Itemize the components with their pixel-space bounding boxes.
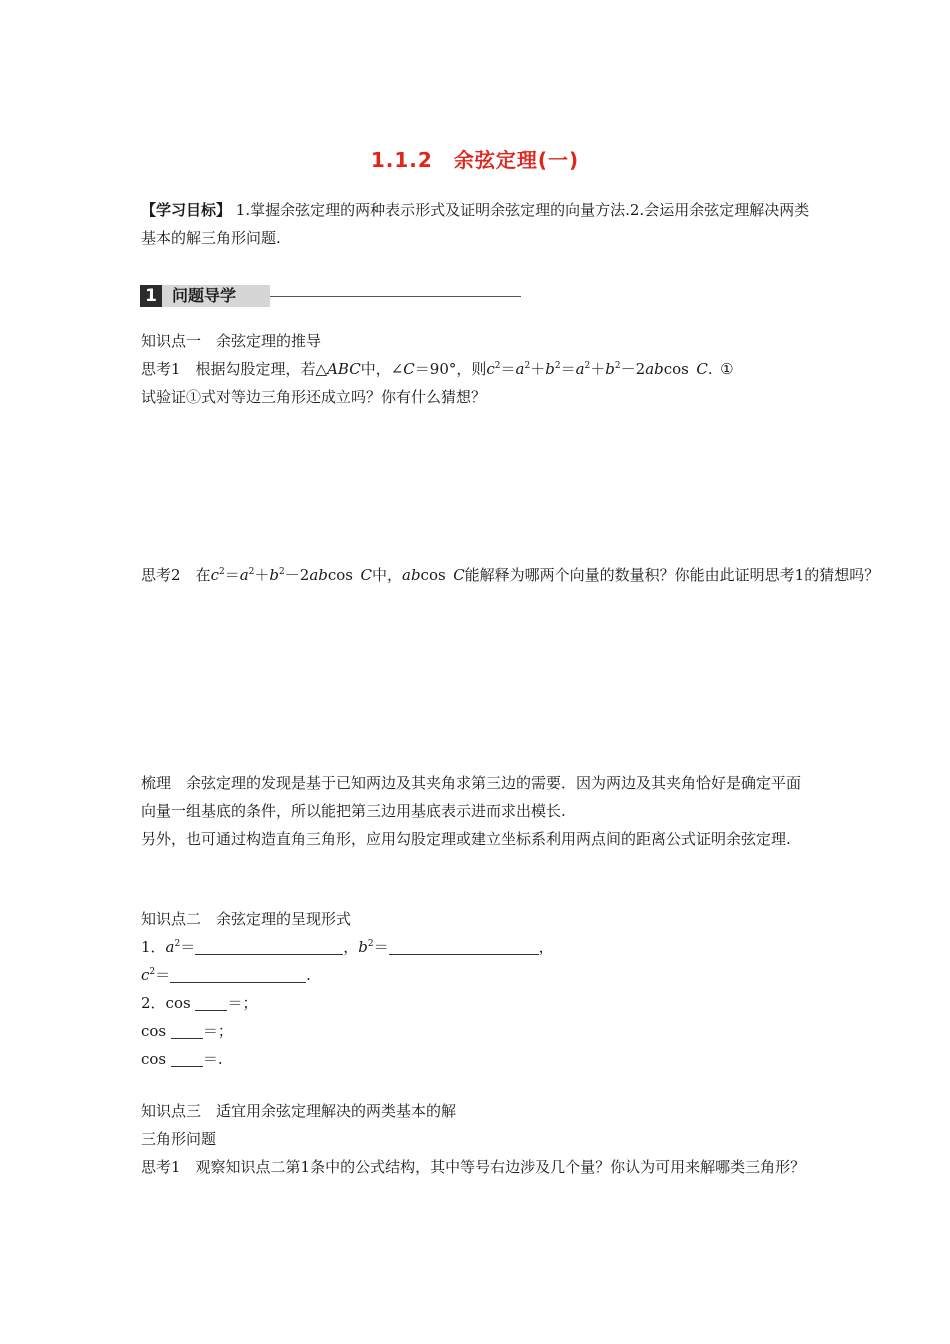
formula-abcosc: abcos C (402, 566, 465, 584)
kp1-think1: 思考1 根据勾股定理，若△ABC中，∠C＝90°，则$c^2=a^2+b^2=a^2+b^2-2abcos$ C. ① (141, 360, 734, 378)
kp1-think2: 思考2 在$c^2=a^2+b^2-2abcos$ C中，abcos C能解释为哪两个向量的数量积？你能由此证明思考1的猜想吗？ (141, 566, 880, 584)
kp2-item1: 1．$a^2=$ ，$b^2=$ ， (141, 938, 554, 956)
kp2-heading: 知识点二 余弦定理的呈现形式 (141, 910, 352, 928)
kp2-item1-line2: $c^2=$ . (141, 966, 311, 984)
objectives-text: 1.掌握余弦定理的两种表示形式及证明余弦定理的向量方法.2.会运用余弦定理解决两类基本的解三角形问题. (141, 201, 810, 247)
fill-blank-cos-c[interactable] (171, 1050, 203, 1067)
kp3-heading: 知识点三 适宜用余弦定理解决的两类基本的解 (141, 1102, 457, 1120)
fill-blank-b2[interactable] (389, 938, 539, 955)
kp2-item2: 2．cos ＝； (141, 994, 258, 1012)
kp1-think1-line2: 试验证①式对等边三角形还成立吗？你有什么猜想？ (141, 388, 487, 406)
page-title: 1.1.2 余弦定理(一) (370, 148, 580, 172)
think1-text-pre: 根据勾股定理，若△ (195, 360, 328, 378)
think1-label: 思考1 (141, 360, 181, 378)
objectives-label: 【学习目标】 (141, 201, 232, 219)
section-divider (270, 296, 521, 297)
kp2-item2-line2: cos ＝； (141, 1022, 233, 1040)
kp1-heading: 知识点一 余弦定理的推导 (141, 332, 322, 350)
kp2-item2-line3: cos ＝. (141, 1050, 223, 1068)
section-header (140, 285, 270, 307)
formula-pythagoras: $c^2=a^2+b^2=a^2+b^2-2abcos$ C. ① (486, 360, 734, 378)
fill-blank-cos-a[interactable] (195, 994, 227, 1011)
summary-paragraph: 梳理 余弦定理的发现是基于已知两边及其夹角求第三边的需要．因为两边及其夹角恰好是确定平面向量一组基底的条件，所以能把第三边用基底表示进而求出模长. (141, 774, 802, 820)
fill-blank-cos-b[interactable] (171, 1022, 203, 1039)
summary-paragraph-2: 另外，也可通过构造直角三角形，应用勾股定理或建立坐标系利用两点间的距离公式证明余弦定理. (141, 830, 791, 848)
kp3-think1: 思考1 观察知识点二第1条中的公式结构，其中等号右边涉及几个量？你认为可用来解哪类三角形？ (141, 1158, 806, 1176)
fill-blank-c2[interactable] (170, 966, 306, 983)
learning-objectives (141, 196, 813, 252)
triangle-abc: ABC (327, 360, 361, 378)
fill-blank-a2[interactable] (195, 938, 343, 955)
section-title: 问题导学 (172, 286, 237, 305)
formula-cosine-law: $c^2=a^2+b^2-2abcos$ C (210, 566, 372, 584)
section-number-badge: 1 (140, 285, 162, 307)
kp3-heading-line2: 三角形问题 (141, 1130, 217, 1148)
